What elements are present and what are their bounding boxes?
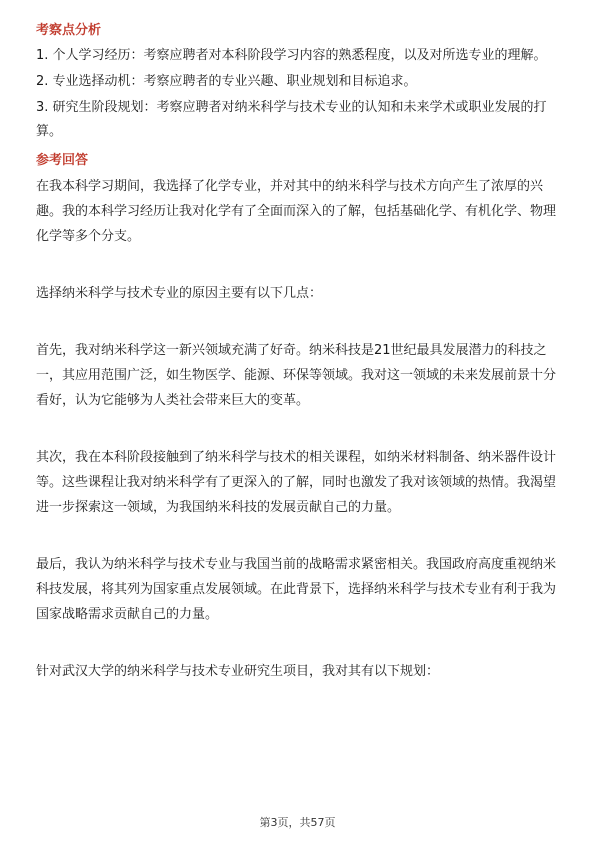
analysis-item: 1. 个人学习经历：考察应聘者对本科阶段学习内容的熟悉程度，以及对所选专业的理解。 <box>36 48 547 63</box>
page-content <box>36 22 558 684</box>
answer-paragraph: 选择纳米科学与技术专业的原因主要有以下几点： <box>36 286 323 301</box>
answer-paragraph: 首先，我对纳米科学这一新兴领域充满了好奇。纳米科技是21世纪最具发展潜力的科技之一，其应用范围广泛，如生物医学、能源、环保等领域。我对这一领域的未来发展前景十分看好，认为它能够为人类社会带来巨大的变革。 <box>36 343 557 408</box>
answer-paragraph: 其次，我在本科阶段接触到了纳米科学与技术的相关课程，如纳米材料制备、纳米器件设计等。这些课程让我对纳米科学有了更深入的了解，同时也激发了我对该领域的热情。我渴望进一步探索这一领域，为我国纳米科技的发展贡献自己的力量。 <box>36 450 557 515</box>
page-number-footer: 第3页，共57页 <box>259 816 336 829</box>
analysis-item: 3. 研究生阶段规划：考察应聘者对纳米科学与技术专业的认知和未来学术或职业发展的打算。 <box>36 100 547 139</box>
answer-paragraph: 在我本科学习期间，我选择了化学专业，并对其中的纳米科学与技术方向产生了浓厚的兴趣。我的本科学习经历让我对化学有了全面而深入的了解，包括基础化学、有机化学、物理化学等多个分支。 <box>36 179 557 244</box>
section-heading-reference-answer: 参考回答 <box>36 153 89 168</box>
answer-paragraph: 针对武汉大学的纳米科学与技术专业研究生项目，我对其有以下规划： <box>36 664 440 679</box>
answer-paragraph: 最后，我认为纳米科学与技术专业与我国当前的战略需求紧密相关。我国政府高度重视纳米科技发展，将其列为国家重点发展领域。在此背景下，选择纳米科学与技术专业有利于我为国家战略需求贡献自己的力量。 <box>36 557 557 622</box>
section-heading-analysis: 考察点分析 <box>36 23 102 38</box>
analysis-item: 2. 专业选择动机：考察应聘者的专业兴趣、职业规划和目标追求。 <box>36 74 417 89</box>
